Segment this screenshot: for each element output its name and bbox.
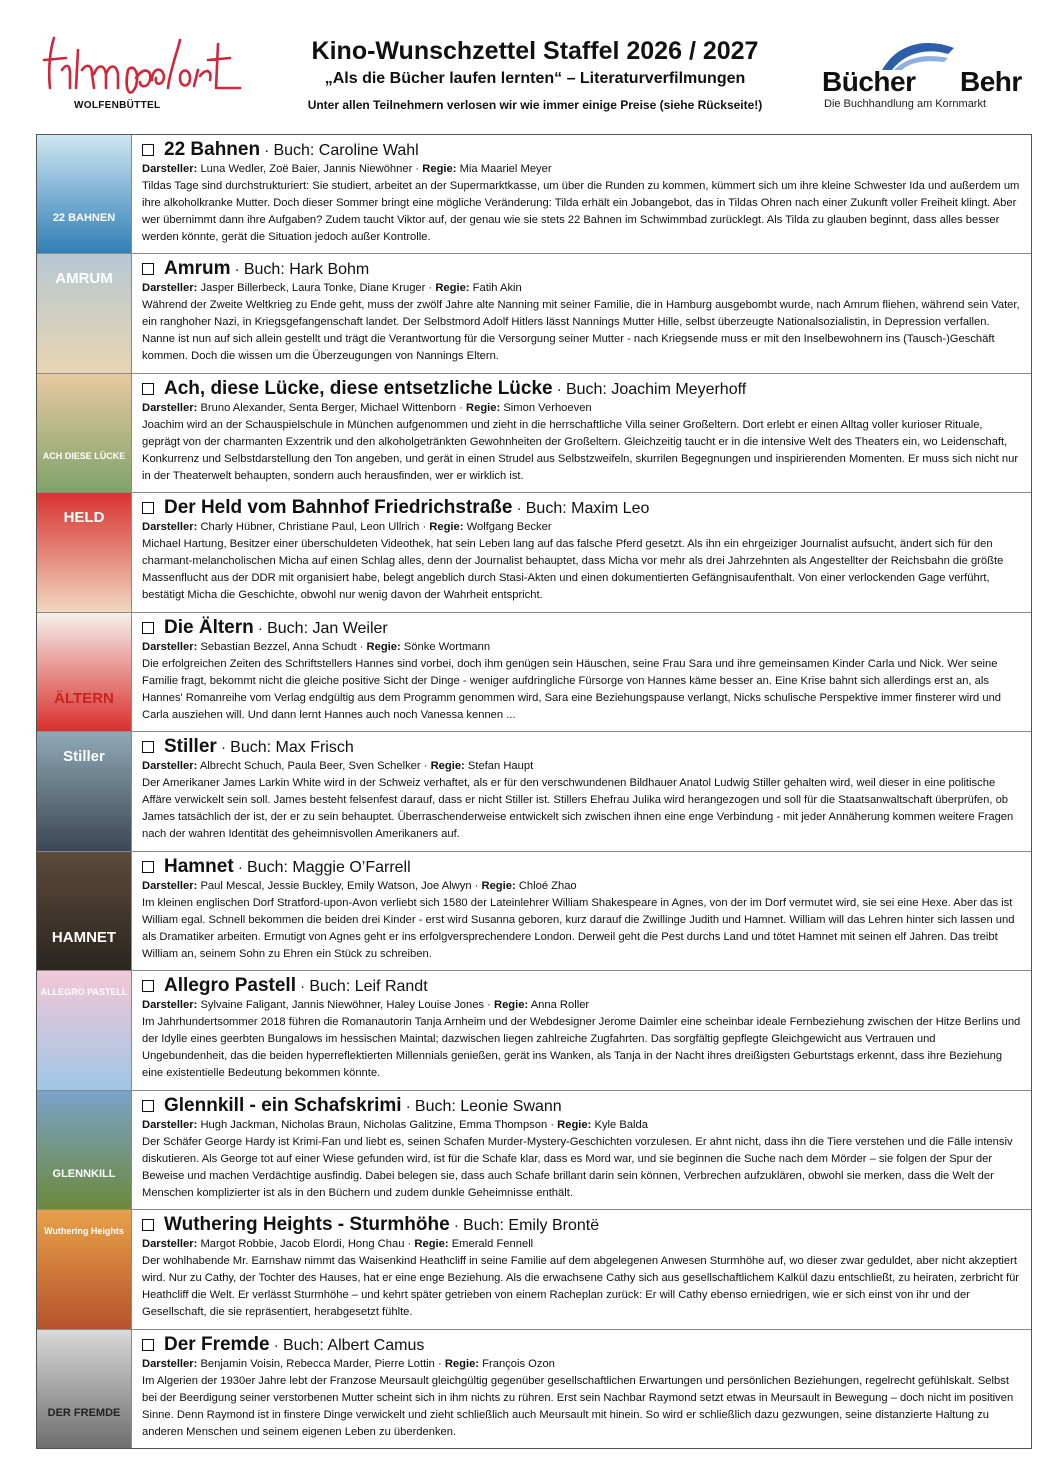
- film-entry: [37, 1209, 1031, 1328]
- book-credit: Buch: Leonie Swann: [414, 1097, 562, 1115]
- film-poster: [37, 1330, 132, 1448]
- credits-line: [142, 1236, 1023, 1253]
- raffle-note: Unter allen Teilnehmern verlosen wir wie immer einige Preise (siehe Rückseite!): [307, 98, 763, 112]
- director-label: Regie:: [414, 1238, 449, 1251]
- director-label: Regie:: [466, 401, 501, 414]
- logo-word-right: Behr: [960, 66, 1022, 97]
- film-description: Der Schäfer George Hardy ist Krimi-Fan und liebt es, seinen Schafen Murder-Mystery-Geschichten vorzulesen. Er ahnt nicht, dass ihn die Tiere verstehen und die Fälle intensiv diskutieren. Als George tot auf einer Wiese gefunden wird, ist für die Schafe klar, dass es Mord war, und sie beginnen die Suche nach dem Mörder – sie folgen der Spur der Beweise und machen Verdächtige ausfindig. Dabei belegen sie, dass auch Schafe brillant darin sein können, Verbrechen aufzuklären, obwohl sie merken, dass die Welt der Menschen komplizierter ist als in den Büchern und zudem dunkle Geheimnisse enthält.: [142, 1135, 1013, 1199]
- book-credit: Buch: Hark Bohm: [243, 261, 370, 279]
- cast-names: Hugh Jackman, Nicholas Braun, Nicholas Galitzine, Emma Thompson: [200, 1118, 548, 1131]
- film-details: [132, 374, 1031, 492]
- film-description: Michael Hartung, Besitzer einer überschuldeten Videothek, hat sein Leben lang auf das falsche Pferd gesetzt. Als ihn ein ehrgeiziger Journalist aufsucht, ändert sich für den charmant-melancholischen Micha auf einen Schlag alles, denn der Journalist behauptet, dass Micha vor mehr als drei Jahrzehnten als Angestellter der Reichsbahn die größte Massenflucht aus der DDR mit organisiert habe, belegt angeblich durch Stasi-Akten und einen dokumentierten Gefängnisaufenthalt. Von einer verlockenden Gage verführt, bestätigt Micha die Geschichte, obwohl nur wenig davon der Wahrheit entspricht.: [142, 538, 1004, 602]
- credits-line: [142, 639, 1023, 656]
- separator: ·: [404, 1238, 415, 1251]
- cast-label: Darsteller:: [142, 879, 198, 892]
- cast-names: Bruno Alexander, Senta Berger, Michael Wittenborn: [200, 401, 457, 414]
- logo-subtitle: WOLFENBÜTTEL: [74, 100, 161, 111]
- credits-line: [142, 878, 1023, 895]
- credits-line: [142, 519, 1023, 536]
- logo-tagline: Die Buchhandlung am Kornmarkt: [824, 98, 987, 110]
- poster-title: HELD: [63, 508, 105, 526]
- cast-label: Darsteller:: [142, 999, 198, 1012]
- director-name: Chloé Zhao: [518, 879, 577, 892]
- poster-title: ÄLTERN: [54, 689, 114, 707]
- wish-checkbox[interactable]: [142, 263, 154, 275]
- film-title: Wuthering Heights - Sturmhöhe: [164, 1214, 450, 1236]
- film-poster: [37, 493, 132, 611]
- director-label: Regie:: [429, 521, 464, 534]
- film-details: [132, 254, 1031, 372]
- film-poster: [37, 613, 132, 731]
- wish-checkbox[interactable]: [142, 502, 154, 514]
- director-name: Anna Roller: [530, 999, 590, 1012]
- cast-names: Sebastian Bezzel, Anna Schudt: [200, 640, 357, 653]
- director-label: Regie:: [435, 282, 470, 295]
- film-poster: [37, 732, 132, 850]
- wish-checkbox[interactable]: [142, 144, 154, 156]
- poster-title: AMRUM: [55, 270, 113, 288]
- separator: ·: [230, 261, 244, 279]
- film-heading: [142, 1334, 1023, 1356]
- separator: ·: [512, 500, 526, 518]
- separator: ·: [356, 640, 367, 653]
- cast-names: Jasper Billerbeck, Laura Tonke, Diane Kruger: [200, 282, 426, 295]
- logo-word-left: Bücher: [822, 66, 916, 97]
- cast-names: Luna Wedler, Zoë Baier, Jannis Niewöhner: [200, 163, 413, 175]
- film-description: Während der Zweite Weltkrieg zu Ende geht, muss der zwölf Jahre alte Nanning mit seiner Familie, die in Hamburg ausgebombt wurde, nach Amrum fliehen, während sein Vater, ein ranghoher Nazi, in Kriegsgefangenschaft landet. Der Selbstmord Adolf Hitlers lässt Nannings Mutter Hille, selbst überzeugte Nationalsozialistin, in Depression verfallen. Nanne ist nun auf sich allein gestellt und trägt die Verantwortung für die Versorgung seiner Mutter - nach Kriegsende muss er mit den Inselbewohnern ins (Tausch-)Geschäft kommen. Doch die wissen um die Überzeugungen von Nannings Eltern.: [142, 299, 1020, 363]
- film-heading: [142, 1095, 1023, 1117]
- film-list: [36, 134, 1032, 1449]
- cast-label: Darsteller:: [142, 521, 198, 534]
- separator: ·: [552, 380, 566, 398]
- poster-title: ALLEGRO PASTELL: [40, 986, 128, 997]
- director-label: Regie:: [481, 879, 516, 892]
- cast-names: Paul Mescal, Jessie Buckley, Emily Watson, Joe Alwyn: [200, 879, 472, 892]
- wish-checkbox[interactable]: [142, 622, 154, 634]
- film-description: Der wohlhabende Mr. Earnshaw nimmt das Waisenkind Heathcliff in seine Familie auf dem abgelegenen Anwesen Sturmhöhe auf, wo dieser zwar geduldet, aber nicht akzeptiert wird. Nur zu Cathy, der Tochter des Hauses, hat er eine enge Beziehung. Als die erwachsene Cathy sich aus gesellschaftlichem Kalkül dazu entschließt, zu heiraten, zerbricht für Heathcliff die Welt. Er verlässt Sturmhöhe – und kehrt später getrieben von einem Racheplan zurück: Er will Cathy ebenso erniedrigen, wie er sich einst von ihr und der Gesellschaft, die sie repräsentiert, herabgesetzt fühlte.: [142, 1255, 1020, 1319]
- wish-checkbox[interactable]: [142, 383, 154, 395]
- credits-line: [142, 1356, 1023, 1373]
- separator: ·: [420, 760, 431, 773]
- separator: ·: [547, 1118, 558, 1131]
- director-label: Regie:: [422, 163, 457, 175]
- book-credit: Buch: Caroline Wahl: [273, 142, 419, 159]
- page-title: Kino-Wunschzettel Staffel 2026 / 2027: [311, 37, 759, 65]
- separator: ·: [434, 1357, 445, 1370]
- separator: ·: [253, 619, 268, 637]
- separator: ·: [425, 282, 436, 295]
- film-title: Amrum: [164, 258, 231, 280]
- film-description: Im Algerien der 1930er Jahre lebt der Franzose Meursault gleichgültig gegenüber gesellschaftlichen Erwartungen und persönlichen Beziehungen, regelrecht gefühlskalt. Selbst bei der Beerdigung seiner verstorbenen Mutter scheint sich in ihm nichts zu rühren. Erst sein Nachbar Raymond setzt etwas in Meursault in Bewegung – doch nicht im positiven Sinne. Denn Raymond ist in finstere Dinge verwickelt und zieht schließlich auch Meursault mit hinein. So wird er schließlich dazu gezwungen, seine distanzierte Haltung zu anderen Menschen und seinem eigenen Leben zu überdenken.: [142, 1374, 1014, 1438]
- cast-label: Darsteller:: [142, 163, 198, 175]
- director-label: Regie:: [493, 999, 529, 1012]
- wish-checkbox[interactable]: [142, 861, 154, 873]
- poster-title: DER FREMDE: [47, 1406, 121, 1419]
- film-poster: [37, 1091, 132, 1209]
- wish-checkbox[interactable]: [142, 1100, 154, 1112]
- cast-names: Albrecht Schuch, Paula Beer, Sven Schelker: [199, 760, 421, 773]
- credits-line: [142, 161, 1023, 178]
- film-entry: [37, 851, 1031, 970]
- separator: ·: [269, 1336, 283, 1354]
- wish-checkbox[interactable]: [142, 1219, 154, 1231]
- film-details: [132, 852, 1031, 970]
- film-poster: [37, 374, 132, 492]
- director-name: Wolfgang Becker: [466, 521, 552, 534]
- film-details: [132, 732, 1031, 850]
- separator: ·: [484, 999, 494, 1012]
- film-description: Die erfolgreichen Zeiten des Schriftstellers Hannes sind vorbei, doch ihm genügen sein Häuschen, seine Frau Sara und ihre gemeinsamen Kinder Carla und Nick. Wer seine Familie fragt, bekommt nicht die gleiche positive Sicht der Dinge - weniger aufdringliche Fürsorge von Hannes käme besser an. Eine Krise bahnt sich allerdings erst an, als Hannes' Romanreihe vom Verlag endgültig aus dem Programm genommen wird, Sara eine Beziehungspause verlangt, Nicks schulische Perspektive immer finsterer wird und Carla ausziehen will. Und dann lernt Hannes auch noch Vanessa kennen ...: [142, 657, 1002, 721]
- director-name: Kyle Balda: [594, 1118, 648, 1131]
- film-entry: [37, 253, 1031, 372]
- film-heading: [142, 139, 1023, 161]
- credits-line: [142, 280, 1023, 297]
- film-details: [132, 135, 1031, 253]
- director-name: Simon Verhoeven: [503, 401, 592, 414]
- film-entry: [37, 1090, 1031, 1209]
- film-description: Tildas Tage sind durchstrukturiert: Sie studiert, arbeitet an der Supermarktkasse, um über die Runden zu kommen, kümmert sich um ihre kleine Schwester Ida und außerdem um ihre alkoholkranke Mutter. Doch dieser Sommer bringt eine mögliche Veränderung: Tilda erhält ein Jobangebot, das in Tildas Ohren nach einer Zukunft voller Freiheit klingt. Aber wer übernimmt dann ihre Aufgaben? Zudem taucht Viktor auf, der genau wie sie stets 22 Bahnen im Schwimmbad zurücklegt. Als Tilda zu glauben beginnt, dass alles besser werden könnte, gerät die Situation jedoch außer Kontrolle.: [142, 180, 1020, 243]
- poster-title: GLENNKILL: [52, 1167, 116, 1180]
- film-poster: [37, 254, 132, 372]
- cast-names: Margot Robbie, Jacob Elordi, Hong Chau: [200, 1238, 405, 1251]
- credits-line: [142, 997, 1023, 1014]
- book-credit: Buch: Maggie O’Farrell: [247, 858, 411, 876]
- film-heading: [142, 856, 1023, 878]
- film-entry: [37, 970, 1031, 1089]
- film-details: [132, 493, 1031, 611]
- credits-line: [142, 400, 1023, 417]
- separator: ·: [216, 739, 231, 757]
- wish-checkbox[interactable]: [142, 1339, 154, 1351]
- separator: ·: [233, 858, 248, 876]
- film-poster: [37, 135, 132, 253]
- cast-names: Benjamin Voisin, Rebecca Marder, Pierre Lottin: [200, 1357, 435, 1370]
- credits-line: [142, 1117, 1023, 1134]
- film-title: Der Held vom Bahnhof Friedrichstraße: [164, 497, 513, 519]
- book-credit: Buch: Emily Brontë: [463, 1217, 600, 1235]
- film-entry: [37, 492, 1031, 611]
- cast-label: Darsteller:: [142, 1118, 198, 1131]
- cast-label: Darsteller:: [142, 401, 198, 414]
- buecher-behr-logo: [820, 38, 1020, 113]
- film-description: Im kleinen englischen Dorf Stratford-upon-Avon verliebt sich 1580 der Lateinlehrer William Shakespeare in Agnes, von der im Dorf vermutet wird, sie sei eine Hexe. Aber das ist William egal. Schnell bekommen die beiden drei Kinder - erst wird Susanna geboren, kurz darauf die Zwillinge Judith und Hamnet. William will das Lehren hinter sich lassen und als Dramatiker arbeiten. Ermutigt von Agnes geht er ins erfolgversprechendere London. Derweil geht die Pest durchs Land und tötet Hamnet mit seinen elf Jahren. Das treibt William an, seinem Sohn zu Ehren ein Stück zu schreiben.: [142, 896, 1015, 960]
- page-header: [0, 0, 1047, 128]
- film-title: Allegro Pastell: [164, 975, 296, 997]
- poster-title: 22 BAHNEN: [52, 212, 116, 225]
- film-heading: [142, 1214, 1023, 1236]
- book-credit: Buch: Leif Randt: [309, 978, 428, 996]
- film-title: Ach, diese Lücke, diese entsetzliche Lücke: [164, 377, 553, 399]
- film-heading: [142, 736, 1023, 758]
- separator: ·: [412, 163, 423, 175]
- film-details: [132, 1330, 1031, 1448]
- cast-label: Darsteller:: [142, 1238, 198, 1251]
- film-poster: [37, 971, 132, 1089]
- film-title: Glennkill - ein Schafskrimi: [164, 1094, 402, 1116]
- film-entry: [37, 1329, 1031, 1448]
- film-heading: [142, 378, 1023, 400]
- wish-checkbox[interactable]: [142, 980, 154, 992]
- director-label: Regie:: [430, 760, 465, 773]
- separator: ·: [456, 401, 467, 414]
- film-title: 22 Bahnen: [164, 139, 261, 160]
- director-name: Fatih Akin: [472, 282, 522, 295]
- cast-label: Darsteller:: [142, 640, 198, 653]
- separator: ·: [260, 142, 274, 159]
- wish-checkbox[interactable]: [142, 741, 154, 753]
- separator: ·: [471, 879, 482, 892]
- film-heading: [142, 497, 1023, 519]
- film-entry: [37, 373, 1031, 492]
- separator: ·: [296, 978, 310, 996]
- film-heading: [142, 975, 1023, 997]
- film-poster: [37, 1210, 132, 1328]
- separator: ·: [449, 1217, 464, 1235]
- film-title: Hamnet: [164, 855, 234, 877]
- film-details: [132, 613, 1031, 731]
- cast-names: Sylvaine Faligant, Jannis Niewöhner, Haley Louise Jones: [200, 999, 485, 1012]
- film-details: [132, 1210, 1031, 1328]
- film-description: Der Amerikaner James Larkin White wird in der Schweiz verhaftet, als er für den verschwundenen Bildhauer Anatol Ludwig Stiller gehalten wird, weil dieser in eine politische Affäre verwickelt sein soll. James besteht felsenfest darauf, dass er nicht Stiller ist. Stillers Ehefrau Julika wird herangezogen und soll für die Staatsanwaltschaft überprüfen, ob James tatsächlich der ist, der er zu sein behauptet. Überraschenderweise entwickelt sich zwischen ihnen eine enge Verbindung - mit jeder Annäherung kommen weitere Fragen nach der wahren Identität des geheimnisvollen Amerikaners auf.: [142, 777, 1014, 841]
- poster-title: ACH DIESE LÜCKE: [42, 451, 126, 462]
- film-entry: [37, 612, 1031, 731]
- director-label: Regie:: [366, 640, 401, 653]
- poster-title: Stiller: [63, 747, 105, 765]
- film-title: Der Fremde: [164, 1333, 270, 1355]
- credits-line: [142, 758, 1023, 775]
- poster-title: HAMNET: [51, 928, 117, 946]
- film-description: Im Jahrhundertsommer 2018 führen die Romanautorin Tanja Arnheim und der Webdesigner Jerome Daimler eine scheinbar ideale Fernbeziehung zwischen der Hitze Berlins und der Idylle eines geerbten Bungalows im hessischen Maintal; dazwischen liegen zahlreiche Zugfahrten. Das sorgfältig gepflegte Gleichgewicht aus Vertrauen und Ungebundenheit, das die beiden hyperreflektierten Millennials genießen, gerät ins Wanken, als Tanja in der Nacht ihres dreißigsten Geburtstags erkennt, dass ihre Beziehung eine existentielle Bedeutung bekommen könnte.: [142, 1016, 1021, 1080]
- book-credit: Buch: Maxim Leo: [525, 500, 650, 518]
- cast-label: Darsteller:: [142, 760, 198, 773]
- poster-title: Wuthering Heights: [44, 1225, 124, 1236]
- film-details: [132, 1091, 1031, 1209]
- book-credit: Buch: Joachim Meyerhoff: [565, 380, 747, 398]
- separator: ·: [419, 521, 430, 534]
- film-entry: [37, 731, 1031, 850]
- film-poster: [37, 852, 132, 970]
- director-name: Emerald Fennell: [451, 1238, 534, 1251]
- film-heading: [142, 617, 1023, 639]
- director-label: Regie:: [444, 1357, 480, 1370]
- cast-label: Darsteller:: [142, 1357, 198, 1370]
- title-block: [255, 36, 815, 114]
- book-credit: Buch: Albert Camus: [282, 1336, 425, 1354]
- cast-label: Darsteller:: [142, 282, 198, 295]
- film-entry: [37, 135, 1031, 253]
- filmpodest-logo: [40, 30, 250, 120]
- director-label: Regie:: [557, 1118, 592, 1131]
- film-title: Die Ältern: [164, 616, 254, 638]
- director-name: Mia Maariel Meyer: [459, 163, 552, 175]
- book-credit: Buch: Jan Weiler: [267, 619, 388, 637]
- separator: ·: [401, 1097, 415, 1115]
- film-description: Joachim wird an der Schauspielschule in München aufgenommen und zieht in die herrschaftliche Villa seiner Großeltern. Dort erlebt er einen Alltag voller kurioser Rituale, geprägt von der charmanten Exzentrik und den alkoholgetränkten Gewohnheiten der Großeltern. Gleichzeitig taucht er in die intensive Welt des Theaters ein, wo Leidenschaft, Konkurrenz und Selbstdarstellung den Ton angeben, und gerät in einen Strudel aus Selbstzweifeln, skurrilen Begegnungen und inspirierenden Momenten. Er muss sich nicht nur in der Theaterwelt behaupten, sondern auch herausfinden, wer er wirklich ist.: [142, 418, 1019, 482]
- page-subtitle: „Als die Bücher laufen lernten“ – Literaturverfilmungen: [324, 70, 746, 87]
- director-name: Stefan Haupt: [467, 760, 534, 773]
- book-credit: Buch: Max Frisch: [230, 739, 354, 757]
- cast-names: Charly Hübner, Christiane Paul, Leon Ullrich: [200, 521, 420, 534]
- film-heading: [142, 258, 1023, 280]
- director-name: Sönke Wortmann: [403, 640, 491, 653]
- director-name: François Ozon: [482, 1357, 555, 1370]
- film-title: Stiller: [164, 736, 217, 758]
- film-details: [132, 971, 1031, 1089]
